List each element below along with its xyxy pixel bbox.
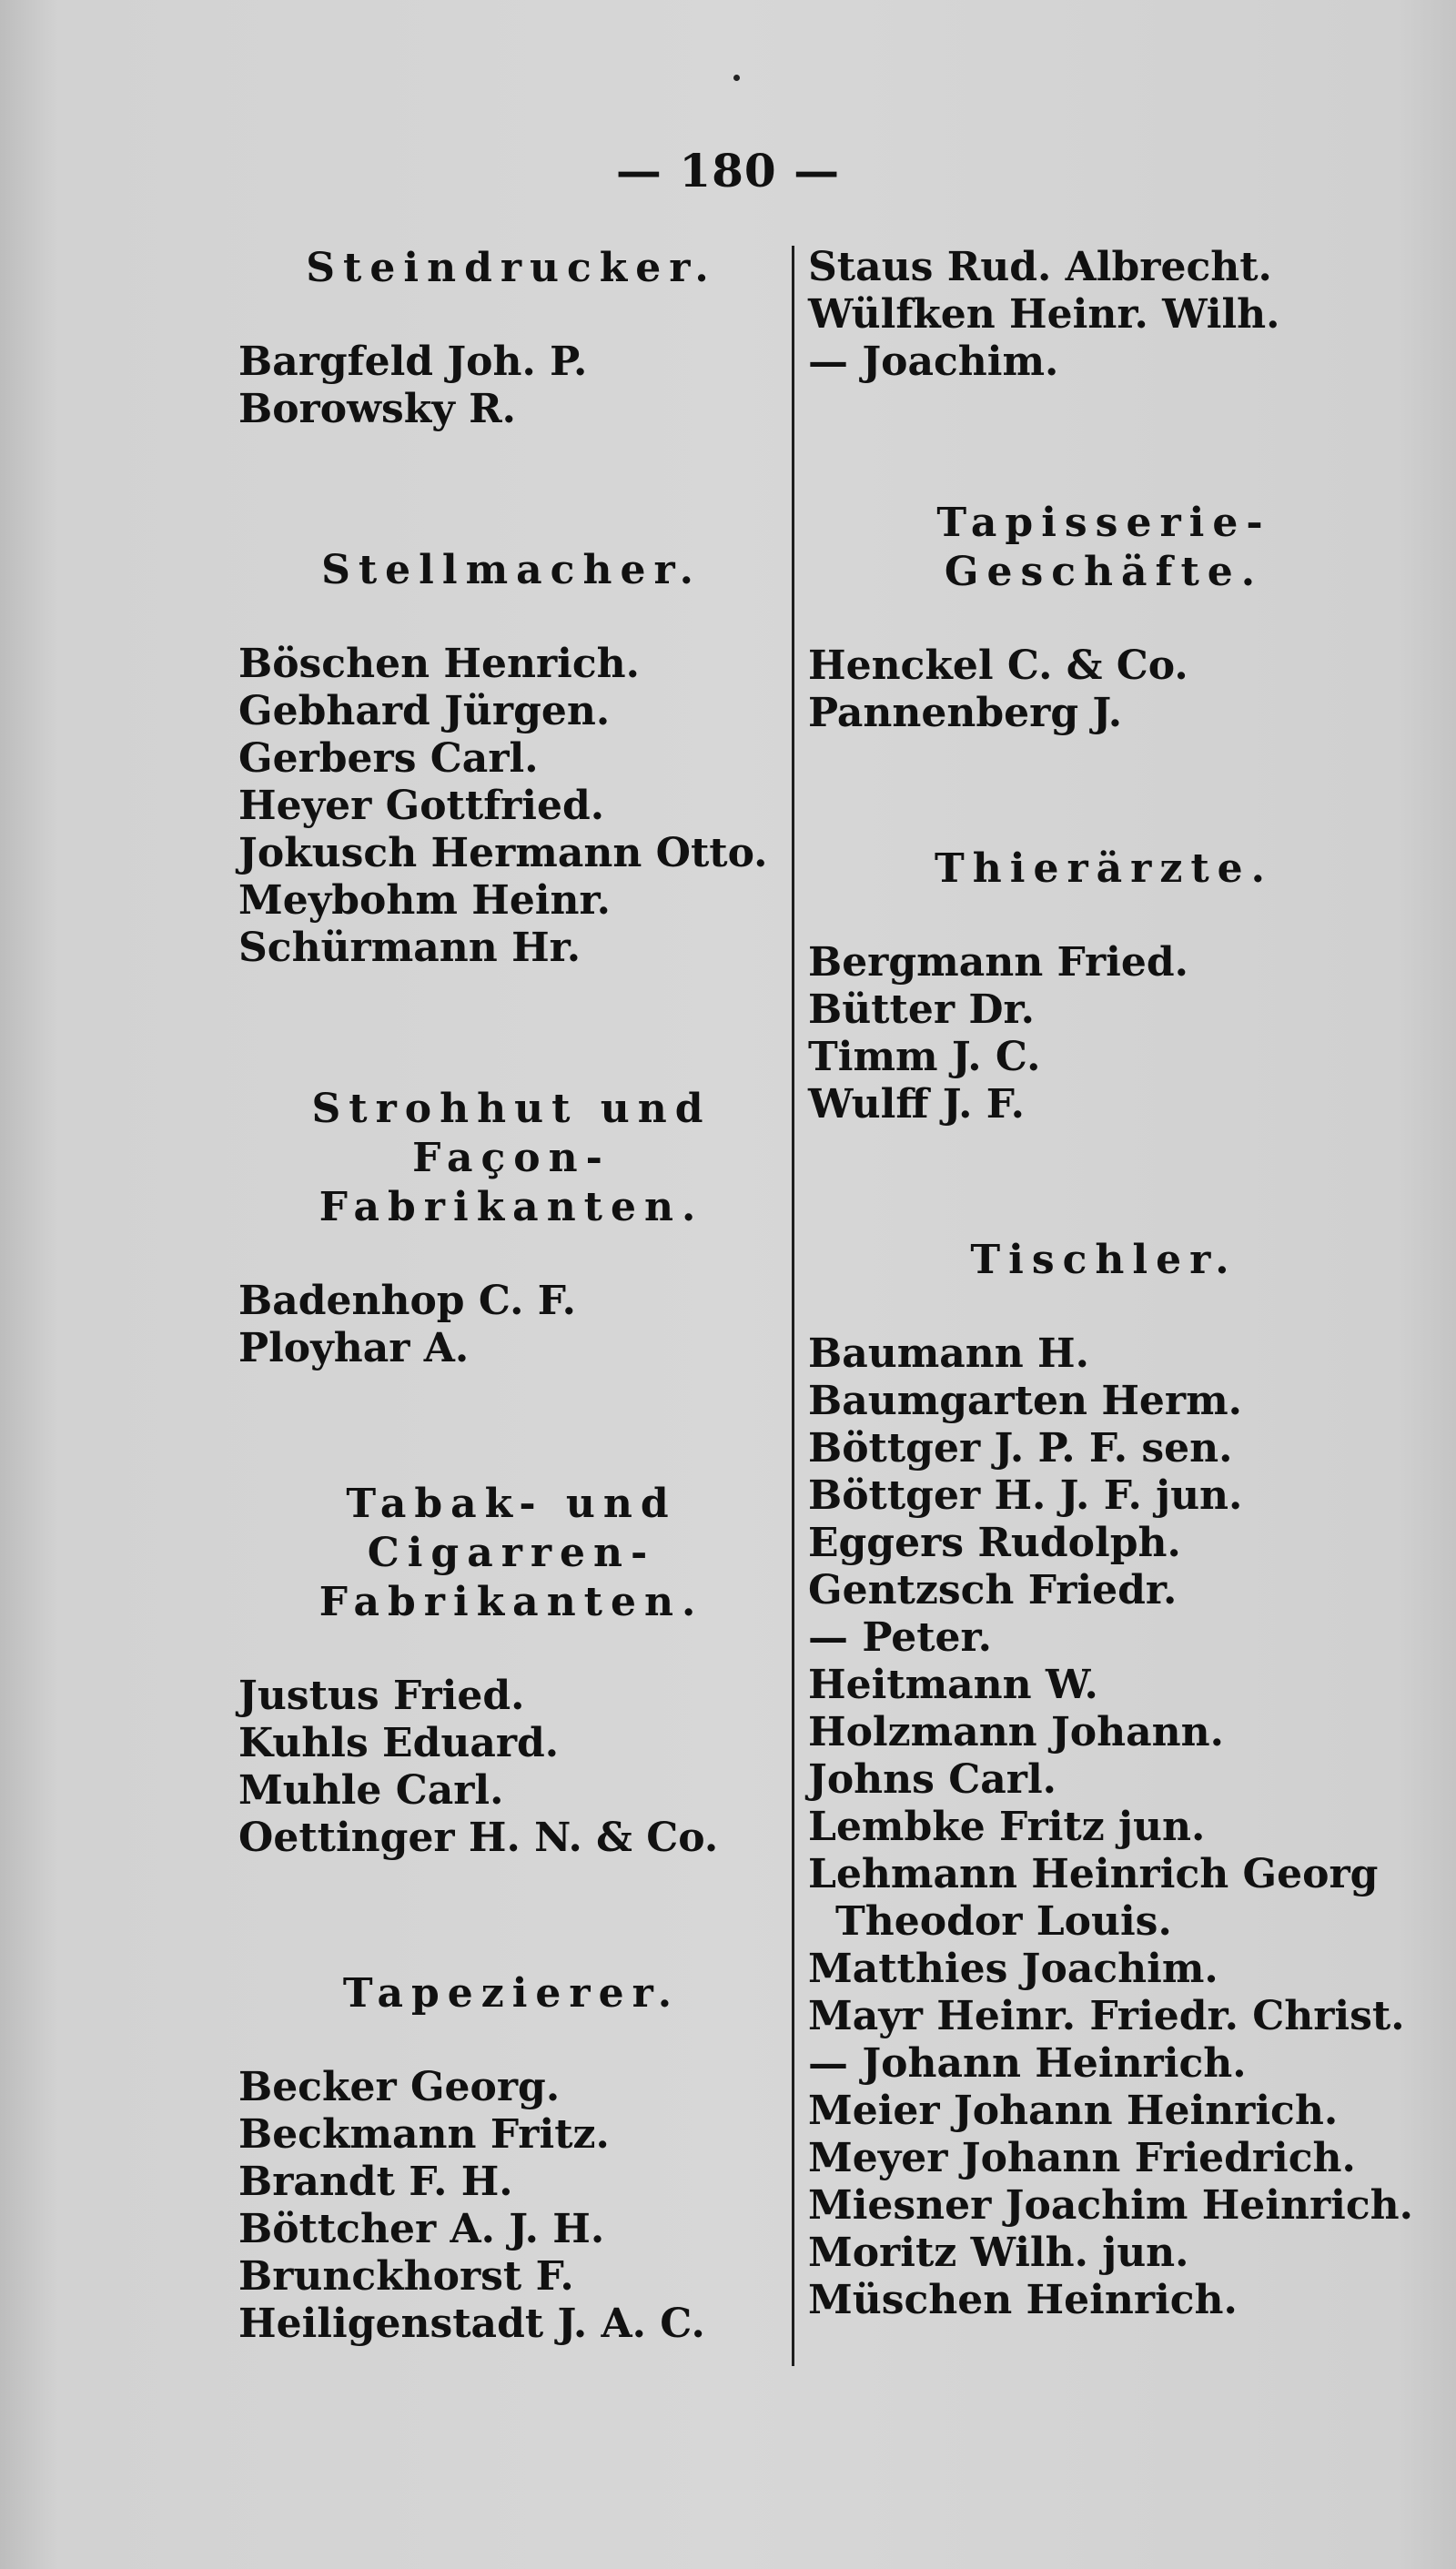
- section-heading: Tapezierer.: [342, 1970, 681, 2017]
- list-item: Holzmann Johann.: [808, 1709, 1224, 1755]
- list-item: Beckmann Fritz.: [238, 2111, 610, 2158]
- section-heading-line: Strohhut und Façon-: [311, 1086, 712, 1181]
- section-heading: Steindrucker.: [306, 245, 717, 291]
- list-item: — Joachim.: [808, 339, 1059, 385]
- list-item: Meyer Johann Friedrich.: [808, 2135, 1356, 2181]
- list-item: Eggers Rudolph.: [808, 1520, 1181, 1566]
- list-item: — Johann Heinrich.: [808, 2040, 1247, 2087]
- section-heading: Tapisserie-Geschäfte.: [936, 500, 1271, 595]
- right-column: [808, 244, 1413, 2324]
- list-item: Oettinger H. N. & Co.: [238, 1815, 719, 1861]
- list-item: Bargfeld Joh. P.: [238, 339, 588, 385]
- section-heading-line: Fabrikanten.: [318, 1184, 704, 1230]
- section-tischler: [808, 1236, 1413, 2324]
- list-item: Borowsky R.: [238, 386, 516, 432]
- list-item: Becker Georg.: [238, 2064, 561, 2110]
- ink-speck: [733, 75, 740, 81]
- list-item: Ployhar A.: [238, 1325, 470, 1371]
- list-item: Baumgarten Herm.: [808, 1378, 1242, 1424]
- list-item: Böttger H. J. F. jun.: [808, 1472, 1243, 1519]
- section-tabak: [238, 1480, 784, 1862]
- list-item: Heitmann W.: [808, 1662, 1098, 1708]
- section-heading-line: Tabak- und Cigarren-: [346, 1481, 677, 1576]
- list-item: Böttger J. P. F. sen.: [808, 1425, 1233, 1472]
- list-item: Pannenberg J.: [808, 690, 1123, 736]
- list-item: Justus Fried.: [238, 1673, 525, 1719]
- list-item: Baumann H.: [808, 1330, 1089, 1377]
- section-strohhut: [238, 1085, 784, 1372]
- list-item: Staus Rud. Albrecht.: [808, 244, 1272, 290]
- list-item: Henckel C. & Co.: [808, 642, 1188, 689]
- list-item: Jokusch Hermann Otto.: [238, 830, 768, 876]
- list-item: Brunckhorst F.: [238, 2253, 574, 2300]
- section-stellmacher: [238, 546, 784, 972]
- list-item: Lembke Fritz jun.: [808, 1804, 1206, 1850]
- section-tapisserie: [808, 499, 1400, 737]
- section-thieraerzte: [808, 845, 1400, 1128]
- page-number: — 180 —: [615, 144, 841, 197]
- list-item: Bergmann Fried.: [808, 939, 1188, 986]
- list-item: Moritz Wilh. jun.: [808, 2230, 1189, 2276]
- section-steindrucker: [238, 244, 784, 433]
- list-item: Böschen Henrich.: [238, 641, 640, 687]
- section-tapezierer: [238, 1969, 784, 2348]
- section-continuation: [808, 244, 1400, 386]
- list-item: Meybohm Heinr.: [238, 877, 611, 924]
- section-heading: Tischler.: [970, 1237, 1238, 1283]
- section-heading-line: Fabrikanten.: [318, 1579, 704, 1625]
- list-item: Mayr Heinr. Friedr. Christ.: [808, 1993, 1405, 2039]
- list-item: Badenhop C. F.: [238, 1278, 576, 1324]
- list-item-wrapped: [808, 1851, 1400, 1946]
- section-heading: Stellmacher.: [321, 547, 702, 593]
- list-item: Heiligenstadt J. A. C.: [238, 2301, 705, 2347]
- list-item: Schürmann Hr.: [238, 925, 581, 971]
- list-item: Bütter Dr.: [808, 986, 1035, 1033]
- list-item: Gerbers Carl.: [238, 735, 539, 782]
- left-column: [238, 244, 784, 2348]
- list-item-continuation: Theodor Louis.: [835, 1898, 1172, 1945]
- list-item: Wülfken Heinr. Wilh.: [808, 291, 1280, 338]
- list-item: Gebhard Jürgen.: [238, 688, 611, 734]
- list-item: — Peter.: [808, 1614, 992, 1661]
- list-item: Miesner Joachim Heinrich.: [808, 2182, 1413, 2229]
- list-item: Gentzsch Friedr.: [808, 1567, 1178, 1613]
- list-item: Johns Carl.: [808, 1756, 1057, 1803]
- list-item: Meier Johann Heinrich.: [808, 2088, 1339, 2134]
- list-item-line: Lehmann Heinrich Georg: [808, 1851, 1379, 1897]
- list-item: Matthies Joachim.: [808, 1946, 1218, 1992]
- list-item: Kuhls Eduard.: [238, 1720, 560, 1766]
- list-item: Wulff J. F.: [808, 1081, 1025, 1128]
- list-item: Timm J. C.: [808, 1034, 1041, 1080]
- column-divider: [792, 246, 794, 2366]
- list-item: Heyer Gottfried.: [238, 783, 605, 829]
- section-heading: Thierärzte.: [935, 845, 1273, 892]
- list-item: Brandt F. H.: [238, 2159, 513, 2205]
- list-item: Muhle Carl.: [238, 1767, 504, 1814]
- list-item: Böttcher A. J. H.: [238, 2206, 605, 2252]
- list-item: Müschen Heinrich.: [808, 2277, 1238, 2323]
